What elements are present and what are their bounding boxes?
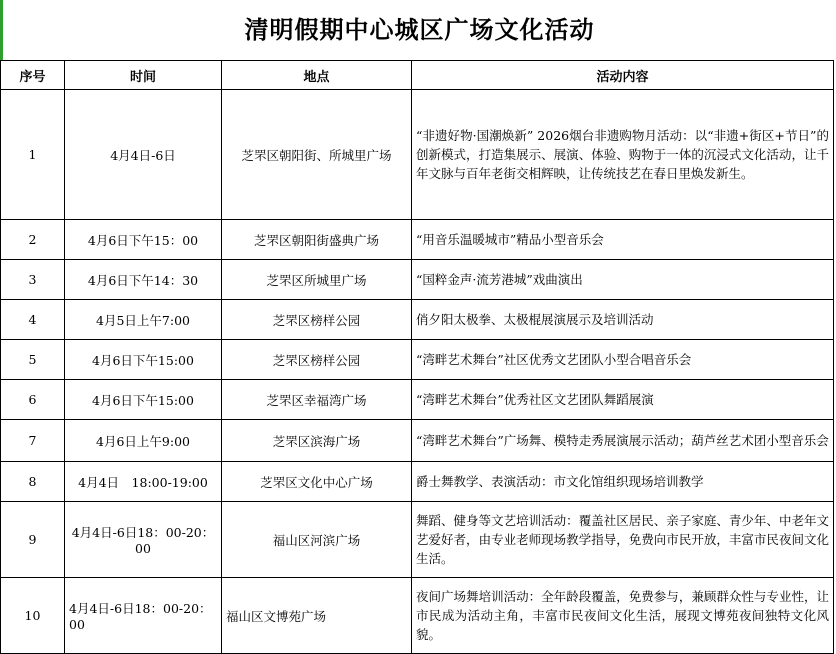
cell-time: 4月4日 18:00-19:00 bbox=[65, 462, 222, 502]
table-row bbox=[1, 502, 834, 578]
table-row bbox=[1, 462, 834, 502]
header-row bbox=[1, 61, 834, 90]
cell-content: 夜间广场舞培训活动：全年龄段覆盖，免费参与，兼顾群众性与专业性，让市民成为活动主角，丰富市民夜间文化生活，展现文博苑夜间独特文化风貌。 bbox=[412, 578, 834, 654]
cell-content: “湾畔艺术舞台”社区优秀文艺团队小型合唱音乐会 bbox=[412, 340, 834, 380]
cell-place: 芝罘区榜样公园 bbox=[222, 340, 412, 380]
cell-no: 1 bbox=[1, 90, 65, 220]
table-row bbox=[1, 260, 834, 300]
header-place: 地点 bbox=[222, 61, 412, 90]
cell-content: 舞蹈、健身等文艺培训活动：覆盖社区居民、亲子家庭、青少年、中老年文艺爱好者，由专业老师现场教学指导，免费向市民开放，丰富市民夜间文化生活。 bbox=[412, 502, 834, 578]
cell-content: “非遗好物·国潮焕新” 2026烟台非遗购物月活动：以“非遗+街区+节日”的创新模式，打造集展示、展演、体验、购物于一体的沉浸式文化活动，让千年文脉与百年老街交相辉映，让传统技艺在春日里焕发新生。 bbox=[412, 90, 834, 220]
cell-time: 4月6日下午15:00 bbox=[65, 380, 222, 420]
cell-time: 4月6日下午14：30 bbox=[65, 260, 222, 300]
cell-time: 4月6日下午15:00 bbox=[65, 340, 222, 380]
cell-no: 8 bbox=[1, 462, 65, 502]
activity-table bbox=[0, 60, 834, 654]
cell-place: 芝罘区朝阳街、所城里广场 bbox=[222, 90, 412, 220]
cell-content: “用音乐温暖城市”精品小型音乐会 bbox=[412, 220, 834, 260]
table-row bbox=[1, 220, 834, 260]
cell-content: 俏夕阳太极拳、太极棍展演展示及培训活动 bbox=[412, 300, 834, 340]
cell-no: 4 bbox=[1, 300, 65, 340]
cell-time: 4月6日下午15：00 bbox=[65, 220, 222, 260]
cell-no: 2 bbox=[1, 220, 65, 260]
table-row bbox=[1, 90, 834, 220]
table-row bbox=[1, 578, 834, 654]
cell-place: 芝罘区幸福湾广场 bbox=[222, 380, 412, 420]
cell-no: 9 bbox=[1, 502, 65, 578]
cell-no: 10 bbox=[1, 578, 65, 654]
cell-no: 3 bbox=[1, 260, 65, 300]
cell-place: 芝罘区朝阳街盛典广场 bbox=[222, 220, 412, 260]
table-row bbox=[1, 420, 834, 462]
header-no: 序号 bbox=[1, 61, 65, 90]
cell-place: 芝罘区所城里广场 bbox=[222, 260, 412, 300]
cell-content: “湾畔艺术舞台”广场舞、模特走秀展演展示活动；葫芦丝艺术团小型音乐会 bbox=[412, 420, 834, 462]
cell-no: 6 bbox=[1, 380, 65, 420]
header-content: 活动内容 bbox=[412, 61, 834, 90]
cell-content: “湾畔艺术舞台”优秀社区文艺团队舞蹈展演 bbox=[412, 380, 834, 420]
header-time: 时间 bbox=[65, 61, 222, 90]
table-row bbox=[1, 300, 834, 340]
cell-no: 7 bbox=[1, 420, 65, 462]
cell-place: 芝罘区榜样公园 bbox=[222, 300, 412, 340]
table-row bbox=[1, 340, 834, 380]
cell-place: 芝罘区文化中心广场 bbox=[222, 462, 412, 502]
cell-place: 福山区文博苑广场 bbox=[222, 578, 412, 654]
page-title: 清明假期中心城区广场文化活动 bbox=[244, 16, 595, 44]
cell-content: 爵士舞教学、表演活动：市文化馆组织现场培训教学 bbox=[412, 462, 834, 502]
cell-time: 4月6日上午9:00 bbox=[65, 420, 222, 462]
table-row bbox=[1, 380, 834, 420]
cell-time: 4月4日-6日18：00-20：00 bbox=[65, 578, 222, 654]
cell-place: 芝罘区滨海广场 bbox=[222, 420, 412, 462]
cell-content: “国粹金声·流芳港城”戏曲演出 bbox=[412, 260, 834, 300]
cell-place: 福山区河滨广场 bbox=[222, 502, 412, 578]
cell-time: 4月4日-6日18：00-20：00 bbox=[65, 502, 222, 578]
cell-time: 4月5日上午7:00 bbox=[65, 300, 222, 340]
cell-no: 5 bbox=[1, 340, 65, 380]
title-bar bbox=[0, 0, 836, 60]
cell-time: 4月4日-6日 bbox=[65, 90, 222, 220]
